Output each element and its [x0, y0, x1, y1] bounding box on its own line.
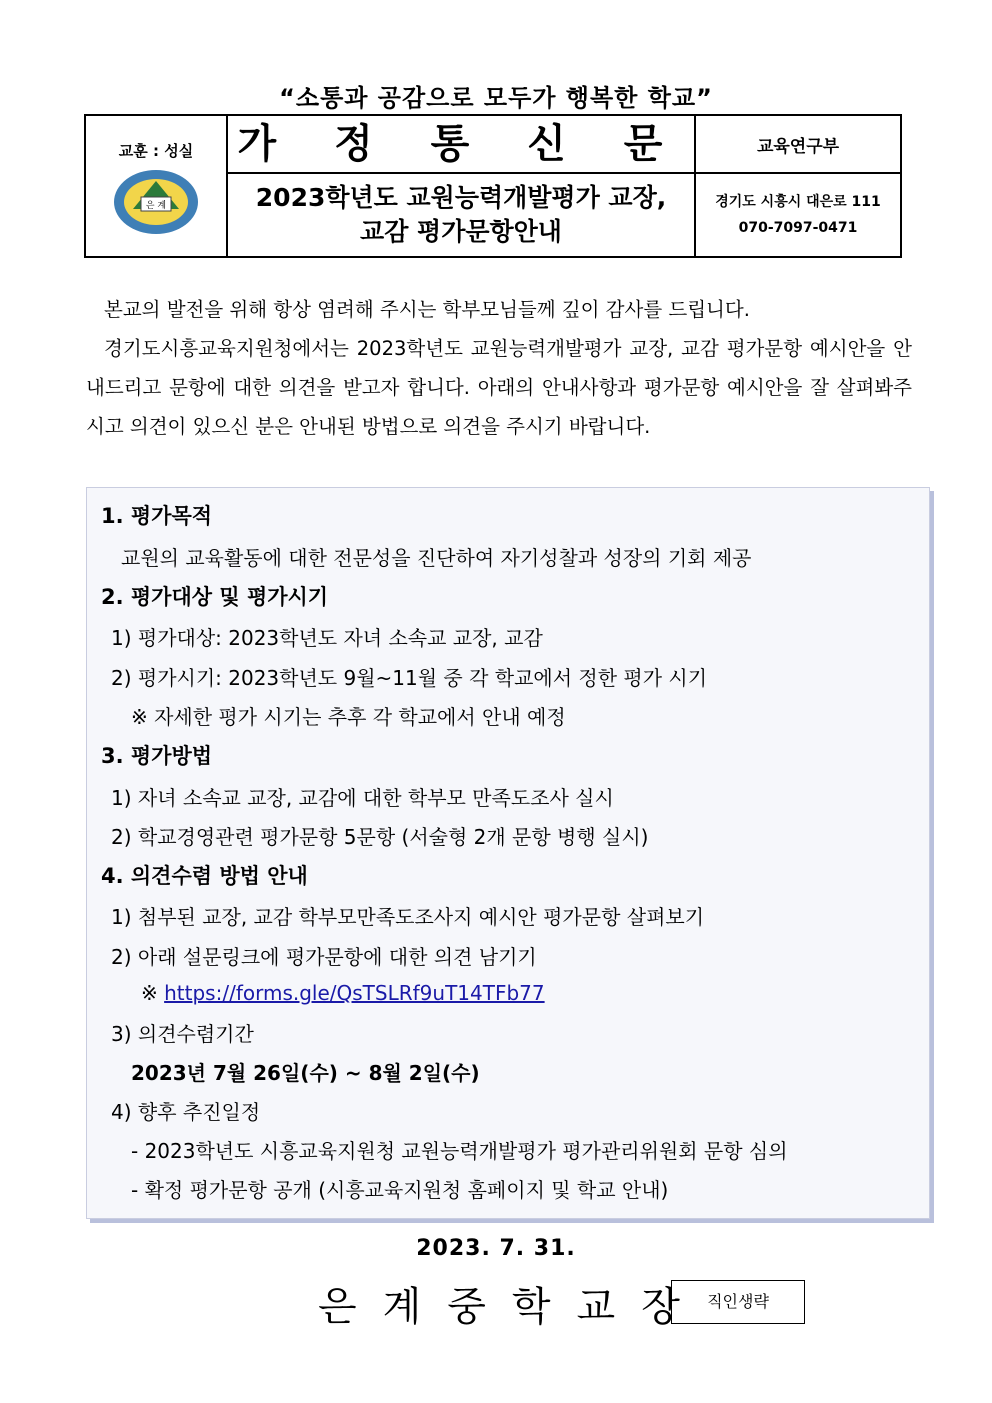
school-emblem-cell: [85, 115, 227, 257]
department-name: 교육연구부: [756, 136, 840, 157]
school-address: 경기도 시흥시 대은로 111: [715, 194, 881, 210]
intro-paragraph-2: 경기도시흥교육지원청에서는 2023학년도 교원능력개발평가 교장, 교감 평가문항 예시안을 안내드리고 문항에 대한 의견을 받고자 합니다. 아래의 안내사항과 평가문항 예시안을 잘 살펴봐주시고 의견이 있으신 분은 안내된 방법으로 의견을 주시기 바랍니다.: [86, 337, 912, 438]
page-title: 가 정 통 신 문: [227, 115, 695, 173]
issue-date: 2023. 7. 31.: [416, 1236, 576, 1261]
school-emblem-icon: [111, 167, 201, 237]
section-4-item-4: 4) 향후 추진일정: [111, 1100, 261, 1124]
section-1-title: 1. 평가목적: [101, 504, 213, 528]
info-box: [86, 487, 930, 1219]
school-phone: 070-7097-0471: [738, 220, 858, 236]
subtitle-cell: [227, 173, 695, 257]
section-4-title: 4. 의견수렴 방법 안내: [101, 864, 308, 888]
reference-mark: ※: [141, 981, 158, 1005]
survey-link[interactable]: https://forms.gle/QsTSLRf9uT14TFb77: [164, 981, 545, 1005]
intro-text: [86, 290, 912, 446]
seal-omitted-box: 직인생략: [671, 1280, 805, 1324]
school-slogan: “소통과 공감으로 모두가 행복한 학교”: [279, 84, 713, 112]
section-4-item-3: 3) 의견수렴기간: [111, 1022, 254, 1046]
schedule-item-1: - 2023학년도 시흥교육지원청 교원능력개발평가 평가관리위원회 문항 심의: [131, 1139, 788, 1163]
feedback-period: 2023년 7월 26일(수) ~ 8월 2일(수): [131, 1061, 480, 1085]
emblem-text: 은 계: [145, 200, 167, 211]
section-2-note: ※ 자세한 평가 시기는 추후 각 학교에서 안내 예정: [131, 705, 566, 729]
newsletter-header: [84, 114, 902, 258]
contact-cell: [695, 173, 901, 257]
section-2-title: 2. 평가대상 및 평가시기: [101, 585, 329, 609]
subtitle-line1: 2023학년도 교원능력개발평가 교장,: [255, 183, 667, 212]
school-motto-label: 교훈 : 성실: [118, 141, 194, 160]
section-3-item-1: 1) 자녀 소속교 교장, 교감에 대한 학부모 만족도조사 실시: [111, 786, 614, 810]
department-cell: [695, 115, 901, 173]
section-3-item-2: 2) 학교경영관련 평가문항 5문항 (서술형 2개 문항 병행 실시): [111, 825, 649, 849]
intro-paragraph-1: 본교의 발전을 위해 항상 염려해 주시는 학부모님들께 깊이 감사를 드립니다.: [104, 298, 750, 321]
section-4-item-1: 1) 첨부된 교장, 교감 학부모만족도조사지 예시안 평가문항 살펴보기: [111, 905, 705, 929]
section-3-title: 3. 평가방법: [101, 744, 213, 768]
section-1-text: 교원의 교육활동에 대한 전문성을 진단하여 자기성찰과 성장의 기회 제공: [121, 546, 752, 570]
schedule-item-2: - 확정 평가문항 공개 (시흥교육지원청 홈페이지 및 학교 안내): [131, 1178, 669, 1202]
section-4-item-2: 2) 아래 설문링크에 평가문항에 대한 의견 남기기: [111, 945, 537, 969]
section-2-item-1: 1) 평가대상: 2023학년도 자녀 소속교 교장, 교감: [111, 626, 543, 650]
subtitle-line2: 교감 평가문항안내: [360, 217, 562, 246]
principal-signature: 은계중학교장: [318, 1284, 706, 1330]
survey-link-row: [141, 981, 545, 1005]
section-2-item-2: 2) 평가시기: 2023학년도 9월~11월 중 각 학교에서 정한 평가 시기: [111, 666, 708, 690]
